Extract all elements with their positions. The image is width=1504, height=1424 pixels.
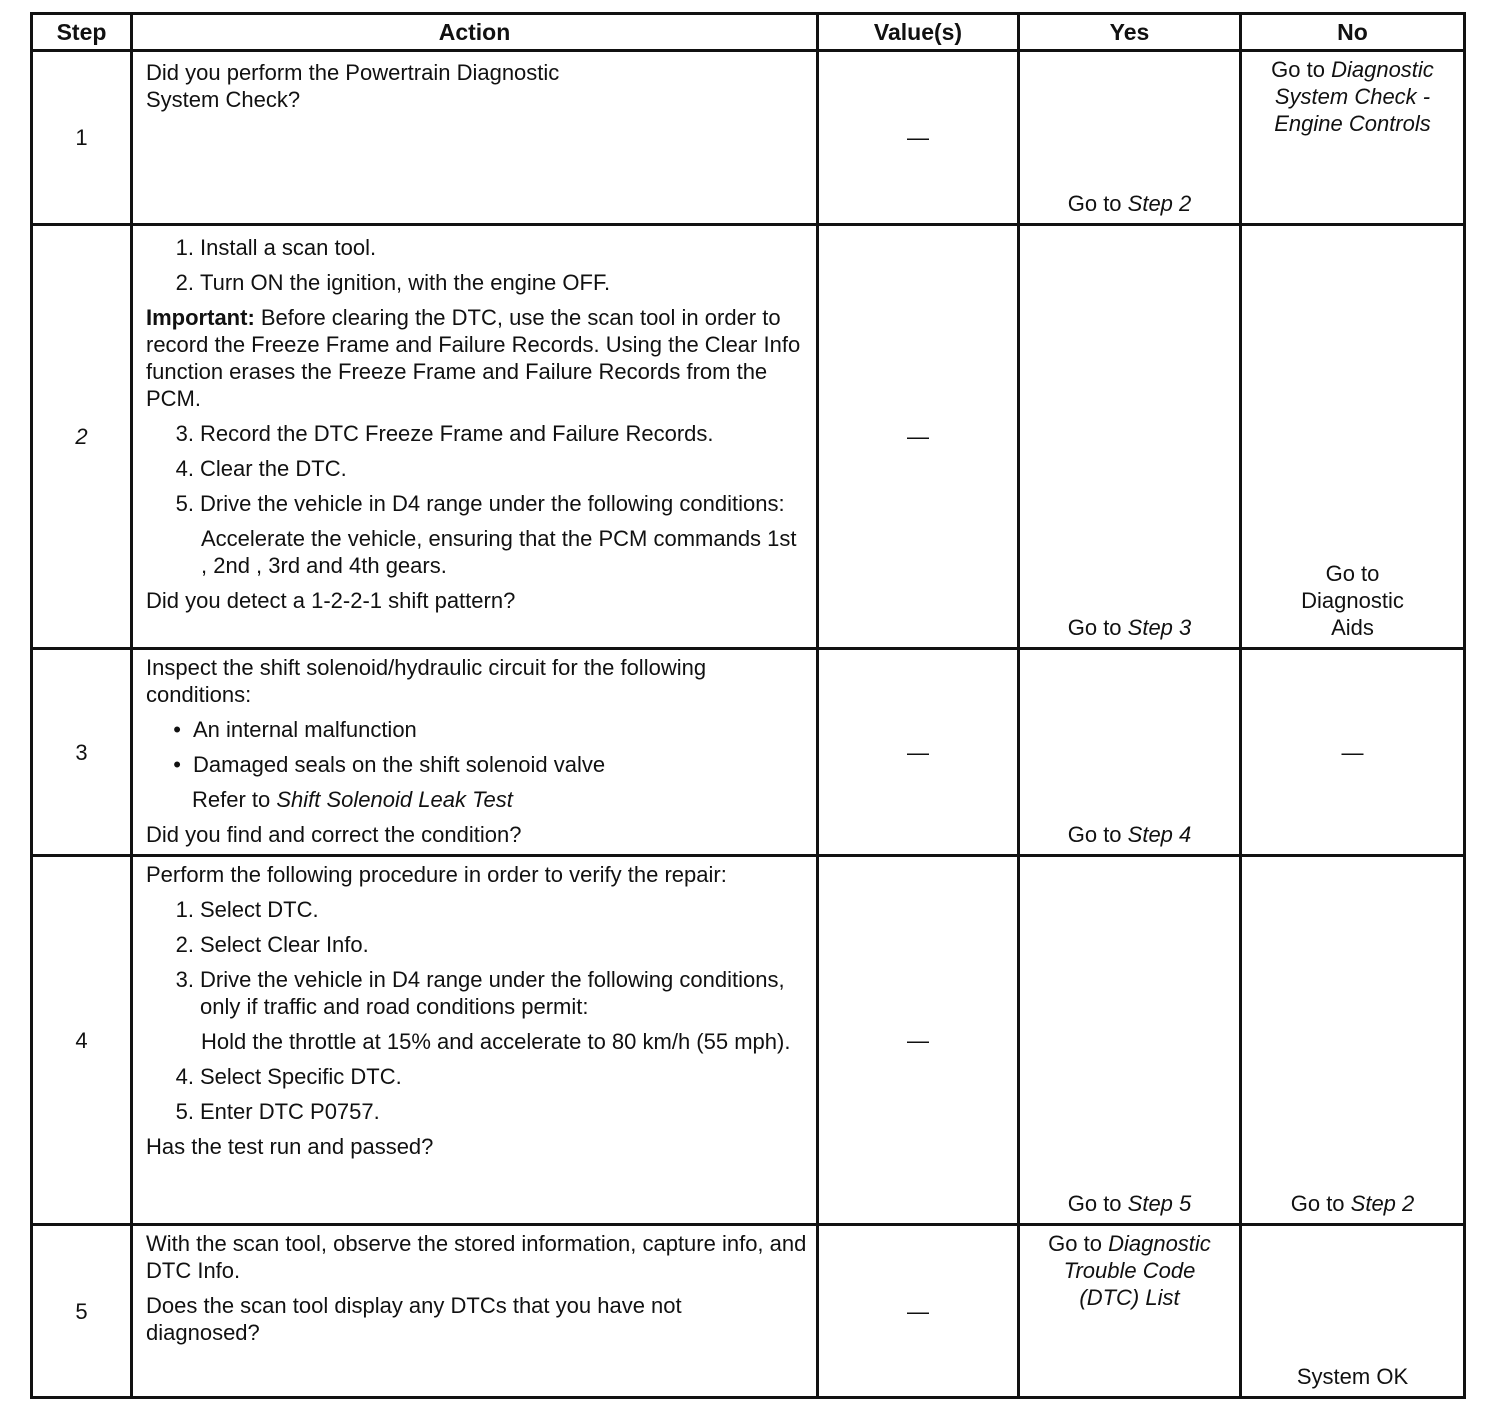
header-yes: Yes [1019, 14, 1241, 51]
system-ok-text: System OK [1296, 1364, 1409, 1389]
header-row [32, 14, 1465, 51]
step-number: 1 [32, 51, 132, 225]
no-cell: Go to Step 2 [1241, 856, 1465, 1225]
value-cell: — [818, 856, 1019, 1225]
yes-step-link[interactable]: Step 5 [1127, 1191, 1192, 1216]
action-intro: Inspect the shift solenoid/hydraulic circuit for the following conditions: [146, 655, 707, 707]
refer-note: Refer to Shift Solenoid Leak Test [192, 787, 513, 812]
action-cell [132, 1225, 818, 1398]
sub-instruction: Hold the throttle at 15% and accelerate to 80 km/h (55 mph). [201, 1029, 791, 1054]
action-question: Did you perform the Powertrain Diagnostic System Check? [146, 60, 560, 112]
action-question: Does the scan tool display any DTCs that you have not diagnosed? [146, 1293, 682, 1345]
list-item: 2. Turn ON the ignition, with the engine OFF. [175, 270, 611, 295]
action-intro: Perform the following procedure in order to verify the repair: [146, 862, 727, 887]
list-item: 5. Drive the vehicle in D4 range under the following conditions: [175, 491, 785, 516]
step-number: 4 [32, 856, 132, 1225]
action-cell [132, 856, 818, 1225]
list-item: 4. Clear the DTC. [175, 456, 347, 481]
action-cell [132, 649, 818, 856]
important-note: Important: Before clearing the DTC, use the scan tool in order to record the Freeze Frame and Failure Records. Using the Clear Info function erases the Freeze Frame and Failure Records from the PCM. [146, 305, 801, 411]
header-step: Step [32, 14, 132, 51]
yes-dtc-list-link[interactable]: Diagnostic Trouble Code (DTC) List [1063, 1231, 1211, 1310]
value-cell: — [818, 1225, 1019, 1398]
table-row [32, 225, 1465, 649]
no-cell [1241, 225, 1465, 649]
list-item: • Damaged seals on the shift solenoid valve [173, 752, 606, 777]
yes-step-link[interactable]: Step 4 [1127, 822, 1192, 847]
list-item: • An internal malfunction [173, 717, 417, 742]
step-number: 5 [32, 1225, 132, 1398]
yes-cell: Go to Step 3 [1019, 225, 1241, 649]
yes-cell [1019, 51, 1241, 225]
action-cell [132, 51, 818, 225]
no-link[interactable]: Go to Diagnostic Aids [1301, 561, 1404, 640]
yes-step-link[interactable]: Step 3 [1127, 615, 1192, 640]
diagnostic-table [30, 12, 1466, 1399]
no-step-link[interactable]: Step 2 [1350, 1191, 1415, 1216]
table-row [32, 649, 1465, 856]
list-item: 3. Record the DTC Freeze Frame and Failure Records. [175, 421, 714, 446]
no-cell [1241, 1225, 1465, 1398]
list-item: 1. Install a scan tool. [175, 235, 377, 260]
value-cell: — [818, 51, 1019, 225]
step-number: 2 [32, 225, 132, 649]
no-step-link[interactable]: Diagnostic System Check - Engine Controls [1274, 57, 1434, 136]
list-item: 3. Drive the vehicle in D4 range under the following conditions, only if traffic and road conditions permit: [175, 967, 785, 1019]
no-prefix: Go to [1271, 57, 1332, 82]
yes-step-link[interactable]: Step 2 [1127, 191, 1192, 216]
yes-cell: Go to Step 4 [1019, 649, 1241, 856]
header-no: No [1241, 14, 1465, 51]
value-cell: — [818, 225, 1019, 649]
yes-cell: Go to Diagnostic Trouble Code (DTC) List [1019, 1225, 1241, 1398]
action-text: With the scan tool, observe the stored information, capture info, and DTC Info. [146, 1231, 807, 1283]
list-item: 2. Select Clear Info. [175, 932, 369, 957]
action-question: Did you find and correct the condition? [146, 822, 522, 847]
table-row [32, 1225, 1465, 1398]
step-number: 3 [32, 649, 132, 856]
list-item: 4. Select Specific DTC. [175, 1064, 402, 1089]
header-action: Action [132, 14, 818, 51]
table-row [32, 856, 1465, 1225]
table-row [32, 51, 1465, 225]
no-cell: — [1241, 649, 1465, 856]
value-cell: — [818, 649, 1019, 856]
list-item: 1. Select DTC. [175, 897, 319, 922]
action-question: Has the test run and passed? [146, 1134, 434, 1159]
sub-instruction: Accelerate the vehicle, ensuring that the PCM commands 1st , 2nd , 3rd and 4th gears. [201, 526, 797, 578]
yes-cell: Go to Step 5 [1019, 856, 1241, 1225]
no-cell [1241, 51, 1465, 225]
action-question: Did you detect a 1-2-2-1 shift pattern? [146, 588, 516, 613]
header-values: Value(s) [818, 14, 1019, 51]
yes-prefix: Go to [1067, 191, 1128, 216]
list-item: 5. Enter DTC P0757. [175, 1099, 380, 1124]
action-cell [132, 225, 818, 649]
refer-link[interactable]: Shift Solenoid Leak Test [276, 787, 513, 812]
